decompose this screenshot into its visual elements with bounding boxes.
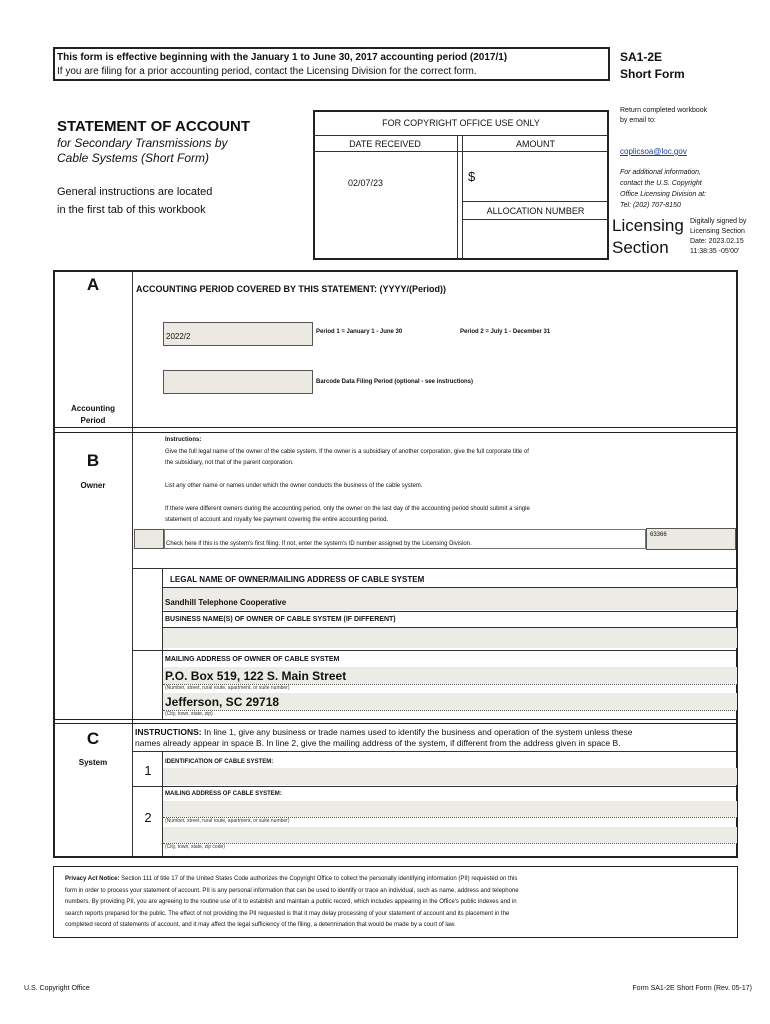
section-c-instr-a: In line 1, give any business or trade names used to identify the business and operation of the system unless these xyxy=(201,727,633,737)
system-id-value: 63366 xyxy=(650,532,667,538)
system-city-input[interactable] xyxy=(163,827,737,843)
section-c-instr-label: INSTRUCTIONS: xyxy=(135,727,202,737)
allocation-number-label: ALLOCATION NUMBER xyxy=(486,206,585,216)
privacy-line-5: completed record of statements of account, and it may affect the legal sufficiency of the filing, a determination that would be made by a court of law. xyxy=(65,922,456,928)
system-city-hint: (City, town, state, zip code) xyxy=(165,844,225,850)
section-c-label: System xyxy=(78,758,108,767)
section-c-letter: C xyxy=(86,729,100,748)
business-names-label: BUSINESS NAME(S) OF OWNER OF CABLE SYSTEM (IF DIFFERENT) xyxy=(165,616,396,623)
section-b-instr-2: List any other name or names under which the owner conducts the business of the cable system. xyxy=(165,483,423,489)
general-instructions-2: in the first tab of this workbook xyxy=(57,204,206,216)
system-identification-input[interactable] xyxy=(163,768,737,785)
barcode-period-input[interactable] xyxy=(163,370,313,394)
line-2-label: MAILING ADDRESS OF CABLE SYSTEM: xyxy=(165,791,282,797)
section-c-instructions xyxy=(135,727,735,749)
address-line-1-value: P.O. Box 519, 122 S. Main Street xyxy=(165,669,347,683)
privacy-notice-title: Privacy Act Notice: xyxy=(65,876,120,882)
barcode-period-label: Barcode Data Filing Period (optional - see instructions) xyxy=(316,379,474,385)
form-code: SA1-2E xyxy=(620,50,663,64)
section-b-label: Owner xyxy=(80,481,106,490)
notice-line-1: This form is effective beginning with the January 1 to June 30, 2017 accounting period (2017/1) xyxy=(57,52,508,63)
line-1-label: IDENTIFICATION OF CABLE SYSTEM: xyxy=(165,759,274,765)
digital-sign-2: Licensing Section xyxy=(690,228,745,235)
section-a-heading: ACCOUNTING PERIOD COVERED BY THIS STATEMENT: (YYYY/(Period)) xyxy=(136,284,447,294)
digital-sign-4: 11:38:35 -05'00' xyxy=(690,248,740,255)
period-2-note: Period 2 = July 1 - December 31 xyxy=(460,329,551,335)
privacy-line-1: Section 111 of title 17 of the United States Code authorizes the Copyright Office to collect the personally identifying information (PII) requested on this xyxy=(119,876,518,882)
info-line-2: contact the U.S. Copyright xyxy=(620,180,702,187)
page-title: STATEMENT OF ACCOUNT xyxy=(57,118,251,135)
period-1-note: Period 1 = January 1 - June 30 xyxy=(316,329,403,335)
accounting-period-value: 2022/2 xyxy=(166,332,191,341)
signature-line-1: Licensing xyxy=(612,216,684,235)
info-line-3: Office Licensing Division at: xyxy=(620,191,706,198)
return-line-1: Return completed workbook xyxy=(620,107,708,114)
address-line-2-hint: (City, town, state, zip) xyxy=(165,711,213,717)
legal-name-label: LEGAL NAME OF OWNER/MAILING ADDRESS OF CABLE SYSTEM xyxy=(170,575,425,584)
privacy-line-4: search reports prepared for the public. The effect of not providing the PII requested is that it may delay processing of your statement of account and its placement in the xyxy=(65,910,510,917)
digital-sign-3: Date: 2023.02.15 xyxy=(690,238,744,245)
info-tel: Tel: (202) 707-8150 xyxy=(620,202,681,209)
section-b-instr-3b: statement of account and royalty fee payment covering the entire accounting period. xyxy=(165,517,389,523)
footer-left: U.S. Copyright Office xyxy=(24,985,90,992)
section-b-instr-1b: the subsidiary, not that of the parent corporation. xyxy=(165,460,294,466)
privacy-line-3: numbers. By providing PII, you are agreeing to the routine use of it to establish and maintain a public record, which includes appearing in the Office's public indexes and in xyxy=(65,899,517,905)
date-received-value: 02/07/23 xyxy=(348,178,384,188)
form-type: Short Form xyxy=(620,67,685,81)
line-2-number: 2 xyxy=(144,810,152,825)
amount-currency: $ xyxy=(468,169,476,184)
date-received-label: DATE RECEIVED xyxy=(349,139,421,149)
section-b-instr-1a: Give the full legal name of the owner of the cable system. If the owner is a subsidiary of another corporation, give the full corporate title of xyxy=(165,449,529,455)
system-street-hint: (Number, street, rural route, apartment, or suite number) xyxy=(165,818,290,824)
first-filing-checkbox[interactable] xyxy=(134,529,164,549)
legal-name-value: Sandhill Telephone Cooperative xyxy=(165,598,287,607)
info-line-1: For additional information, xyxy=(620,169,701,176)
amount-label: AMOUNT xyxy=(516,139,555,149)
first-filing-label: Check here if this is the system's first filing. If not, enter the system's ID number assigned by the Licensing Division. xyxy=(166,541,472,547)
footer-right: Form SA1-2E Short Form (Rev. 05-17) xyxy=(632,985,752,992)
privacy-notice xyxy=(65,874,733,932)
system-street-input[interactable] xyxy=(163,801,737,817)
section-b-letter: B xyxy=(86,451,100,470)
office-use-heading: FOR COPYRIGHT OFFICE USE ONLY xyxy=(382,118,540,128)
digital-sign-1: Digitally signed by xyxy=(690,218,747,225)
section-a-label-2: Period xyxy=(80,416,106,425)
mailing-address-label: MAILING ADDRESS OF OWNER OF CABLE SYSTEM xyxy=(165,656,340,663)
email-link[interactable]: coplicsoa@loc.gov xyxy=(620,147,687,156)
privacy-line-2: form in order to process your statement of account. PII is any personal information that can be used to identify or trace an individual, such as name, address and telephone xyxy=(65,887,519,894)
section-b-instr-3a: If there were different owners during the accounting period, only the owner on the last day of the accounting period should submit a single xyxy=(165,506,530,512)
notice-line-2: If you are filing for a prior accounting period, contact the Licensing Division for the correct form. xyxy=(57,66,477,77)
address-line-2-value: Jefferson, SC 29718 xyxy=(165,695,280,709)
general-instructions-1: General instructions are located xyxy=(57,186,213,198)
section-a-letter: A xyxy=(86,275,100,294)
section-c-instr-b: names already appear in space B. In line 2, give the mailing address of the system, if different from the address given in space B. xyxy=(135,738,621,748)
address-line-1-hint: (Number, street, rural route, apartment, or suite number) xyxy=(165,685,290,691)
title-sub-1: for Secondary Transmissions by xyxy=(57,136,228,150)
return-line-2: by email to: xyxy=(620,117,656,124)
line-1-number: 1 xyxy=(144,763,152,778)
title-sub-2: Cable Systems (Short Form) xyxy=(57,151,210,165)
business-names-input[interactable] xyxy=(163,628,737,648)
section-b-instructions-heading: Instructions: xyxy=(165,437,202,443)
signature-line-2: Section xyxy=(612,238,669,257)
section-a-label-1: Accounting xyxy=(71,404,115,413)
